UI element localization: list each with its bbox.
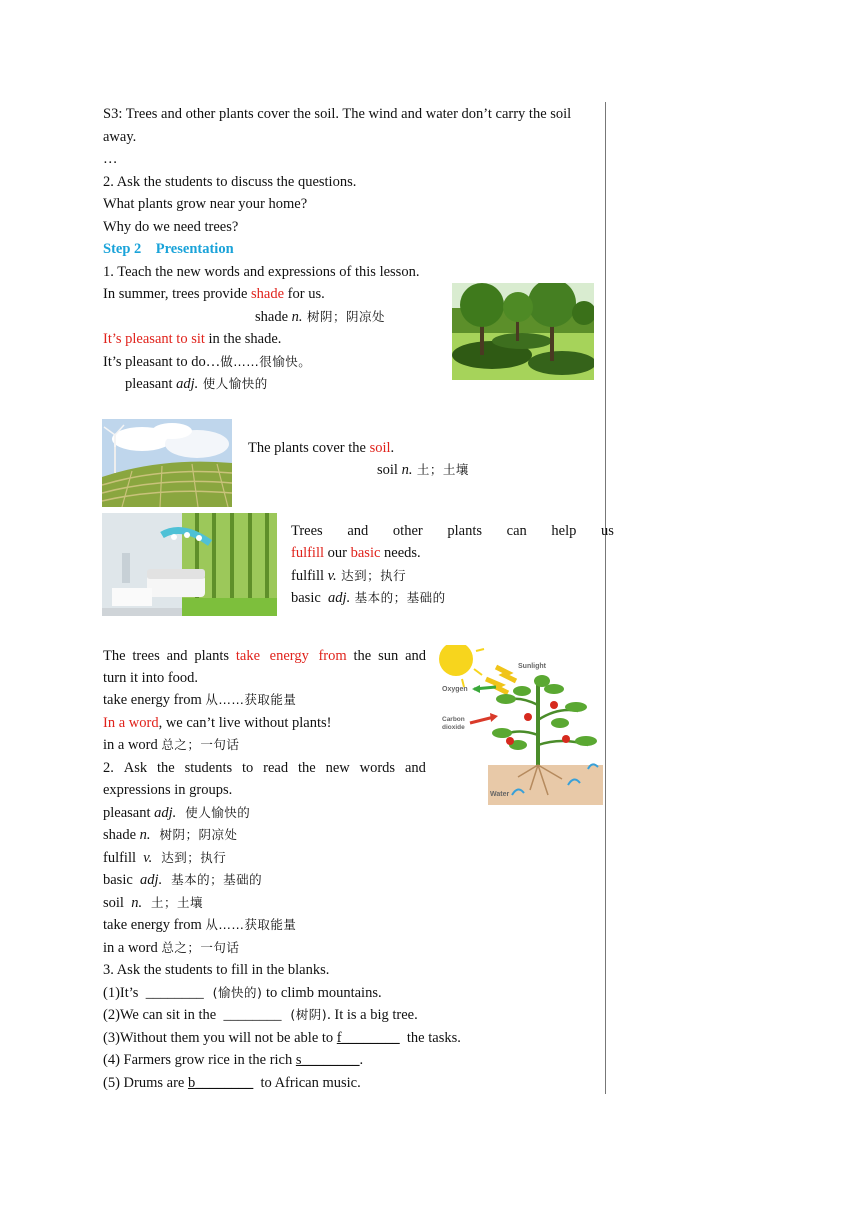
- definition-line: basic adj. 基本的；基础的: [291, 590, 446, 606]
- text-line: away.: [103, 129, 137, 145]
- text-line: expressions in groups.: [103, 782, 233, 798]
- text-line: 2. Ask the students to read the new words and: [103, 760, 426, 776]
- hillside-field-photo: [102, 419, 232, 507]
- definition-line: in a word 总之；一句话: [103, 940, 240, 956]
- photosynthesis-diagram: [438, 645, 603, 805]
- definition-line: soil n. 土；土壤: [103, 895, 204, 911]
- definition-line: shade n. 树阴；阴凉处: [255, 309, 385, 325]
- text-line: It’s pleasant to do…做……很愉快。: [103, 354, 312, 370]
- definition-line: take energy from 从……获取能量: [103, 917, 297, 933]
- text-line: What plants grow near your home?: [103, 196, 308, 212]
- blank: ________: [223, 1007, 282, 1023]
- text-line: …: [103, 151, 118, 167]
- text-line: In a word, we can’t live without plants!: [103, 715, 332, 731]
- oxygen-label: Oxygen: [442, 686, 468, 693]
- text-line: turn it into food.: [103, 670, 199, 686]
- carbon-label-1: Carbon: [442, 716, 465, 723]
- sunlight-arrow-icon: [496, 667, 516, 681]
- definition-line: in a word 总之；一句话: [103, 737, 240, 753]
- text-line: 2. Ask the students to discuss the questions.: [103, 174, 357, 190]
- definition-line: fulfill v. 达到；执行: [291, 568, 407, 584]
- text-line: 1. Teach the new words and expressions of this lesson.: [103, 264, 420, 280]
- definition-line: pleasant adj. 使人愉快的: [125, 376, 268, 392]
- text-line: It’s pleasant to sit in the shade.: [103, 331, 282, 347]
- blank: b________: [187, 1075, 254, 1091]
- definition-line: pleasant adj. 使人愉快的: [103, 805, 251, 821]
- blank: f________: [336, 1030, 400, 1046]
- definition-line: take energy from 从……获取能量: [103, 692, 297, 708]
- sunlight-arrow-icon: [486, 679, 508, 693]
- step-heading: Step 2 Presentation: [103, 241, 234, 257]
- sunlight-label: Sunlight: [518, 663, 546, 670]
- text-line: In summer, trees provide shade for us.: [103, 286, 325, 302]
- text-line: The trees and plants take energy from the sun and: [103, 648, 426, 664]
- text-line: 3. Ask the students to fill in the blanks.: [103, 962, 330, 978]
- trees-shade-photo: [452, 283, 594, 380]
- text-line: The plants cover the soil.: [248, 440, 395, 456]
- text-line: Why do we need trees?: [103, 219, 239, 235]
- photosynthesis-svg: [438, 645, 603, 805]
- exercise-item: (4) Farmers grow rice in the rich s________.: [103, 1052, 364, 1068]
- text-line: Trees and other plants can help us: [291, 523, 614, 539]
- sun-icon: [439, 645, 473, 676]
- co2-arrow-icon: [470, 717, 494, 723]
- text-line: fulfill our basic needs.: [291, 545, 421, 561]
- exercise-item: (5) Drums are b________ to African music.: [103, 1075, 361, 1091]
- exercise-item: (2)We can sit in the ________ (树阴). It is a big tree.: [103, 1007, 418, 1023]
- definition-line: basic adj. 基本的；基础的: [103, 872, 263, 888]
- exercise-item: (3)Without them you will not be able to f________ the tasks.: [103, 1030, 461, 1046]
- blank: ________: [145, 985, 204, 1001]
- water-label: Water: [490, 791, 510, 798]
- definition-line: shade n. 树阴；阴凉处: [103, 827, 238, 843]
- exercise-item: (1)It’s ________ (愉快的) to climb mountains.: [103, 985, 382, 1001]
- bamboo-room-photo: [102, 513, 277, 616]
- definition-line: fulfill v. 达到；执行: [103, 850, 227, 866]
- definition-line: soil n. 土；土壤: [377, 462, 469, 478]
- blank: s________: [295, 1052, 360, 1068]
- table-border-line: [605, 102, 606, 1094]
- carbon-label-2: dioxide: [442, 724, 465, 731]
- text-line: S3: Trees and other plants cover the soil. The wind and water don’t carry the soil: [103, 106, 572, 122]
